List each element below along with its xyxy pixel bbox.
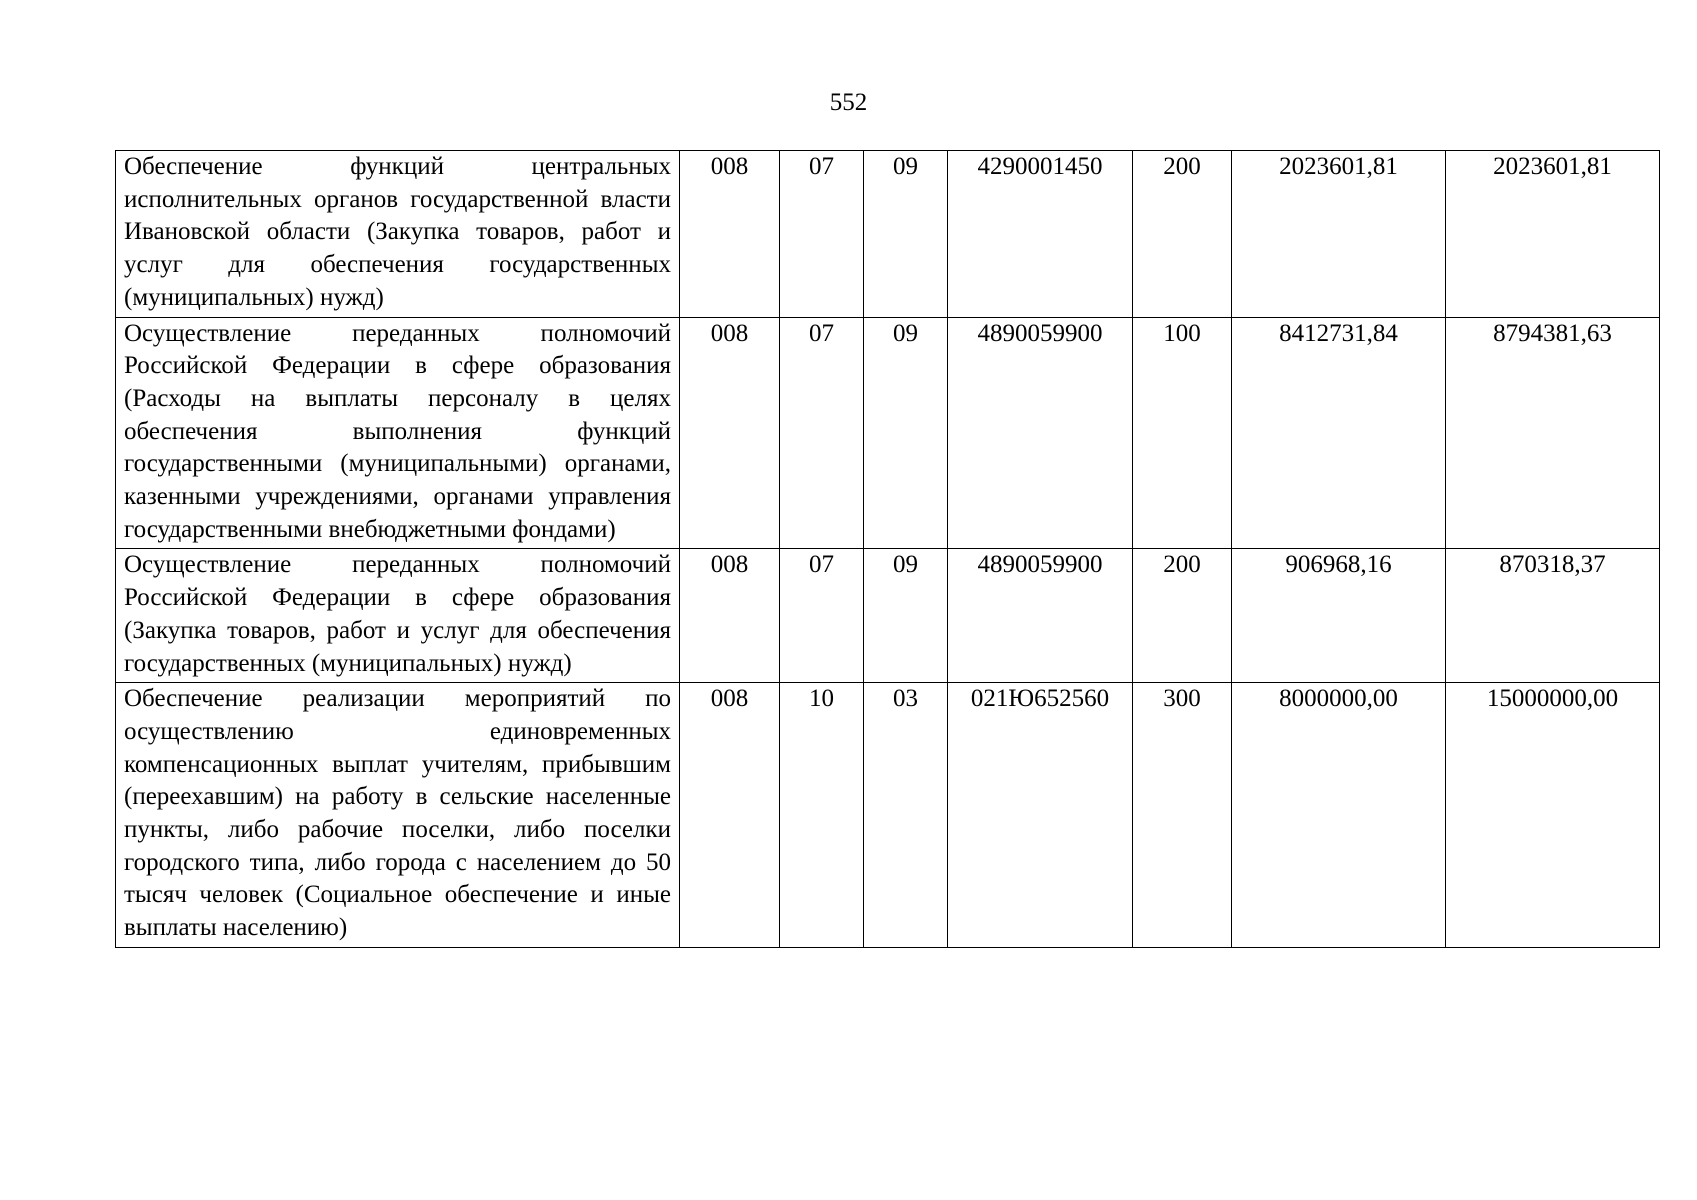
row-description: Обеспечение функций центральных исполнительных органов государственной власти Ивановской области (Закупка товаров, работ и услуг для обеспечения государственных (муниципальных) нужд) <box>116 151 680 318</box>
expense-type-code: 100 <box>1133 317 1232 549</box>
expense-type-code: 300 <box>1133 683 1232 948</box>
section-code: 07 <box>780 317 864 549</box>
section-code: 07 <box>780 549 864 683</box>
amount-2: 2023601,81 <box>1446 151 1660 318</box>
section-code: 10 <box>780 683 864 948</box>
subsection-code: 09 <box>864 549 948 683</box>
target-article-code: 4890059900 <box>948 317 1133 549</box>
target-article-code: 021Ю652560 <box>948 683 1133 948</box>
row-description: Осуществление переданных полномочий Российской Федерации в сфере образования (Закупка товаров, работ и услуг для обеспечения государственных (муниципальных) нужд) <box>116 549 680 683</box>
amount-1: 2023601,81 <box>1232 151 1446 318</box>
expense-type-code: 200 <box>1133 151 1232 318</box>
subsection-code: 03 <box>864 683 948 948</box>
row-description: Осуществление переданных полномочий Российской Федерации в сфере образования (Расходы на выплаты персоналу в целях обеспечения выполнения функций государственными (муниципальными) органами, казенными учреждениями, органами управления государственными внебюджетными фондами) <box>116 317 680 549</box>
ministry-code: 008 <box>680 151 780 318</box>
amount-1: 8412731,84 <box>1232 317 1446 549</box>
amount-2: 8794381,63 <box>1446 317 1660 549</box>
amount-2: 870318,37 <box>1446 549 1660 683</box>
amount-1: 8000000,00 <box>1232 683 1446 948</box>
amount-2: 15000000,00 <box>1446 683 1660 948</box>
table-row <box>116 317 1660 549</box>
expense-type-code: 200 <box>1133 549 1232 683</box>
amount-1: 906968,16 <box>1232 549 1446 683</box>
target-article-code: 4290001450 <box>948 151 1133 318</box>
subsection-code: 09 <box>864 151 948 318</box>
row-description: Обеспечение реализации мероприятий по осуществлению единовременных компенсационных выплат учителям, прибывшим (переехавшим) на работу в сельские населенные пункты, либо рабочие поселки, либо поселки городского типа, либо города с населением до 50 тысяч человек (Социальное обеспечение и иные выплаты населению) <box>116 683 680 948</box>
page-number: 552 <box>829 89 868 116</box>
table-row <box>116 683 1660 948</box>
ministry-code: 008 <box>680 317 780 549</box>
table-row <box>116 549 1660 683</box>
subsection-code: 09 <box>864 317 948 549</box>
section-code: 07 <box>780 151 864 318</box>
ministry-code: 008 <box>680 683 780 948</box>
ministry-code: 008 <box>680 549 780 683</box>
table-row <box>116 151 1660 318</box>
target-article-code: 4890059900 <box>948 549 1133 683</box>
budget-table <box>115 150 1660 948</box>
